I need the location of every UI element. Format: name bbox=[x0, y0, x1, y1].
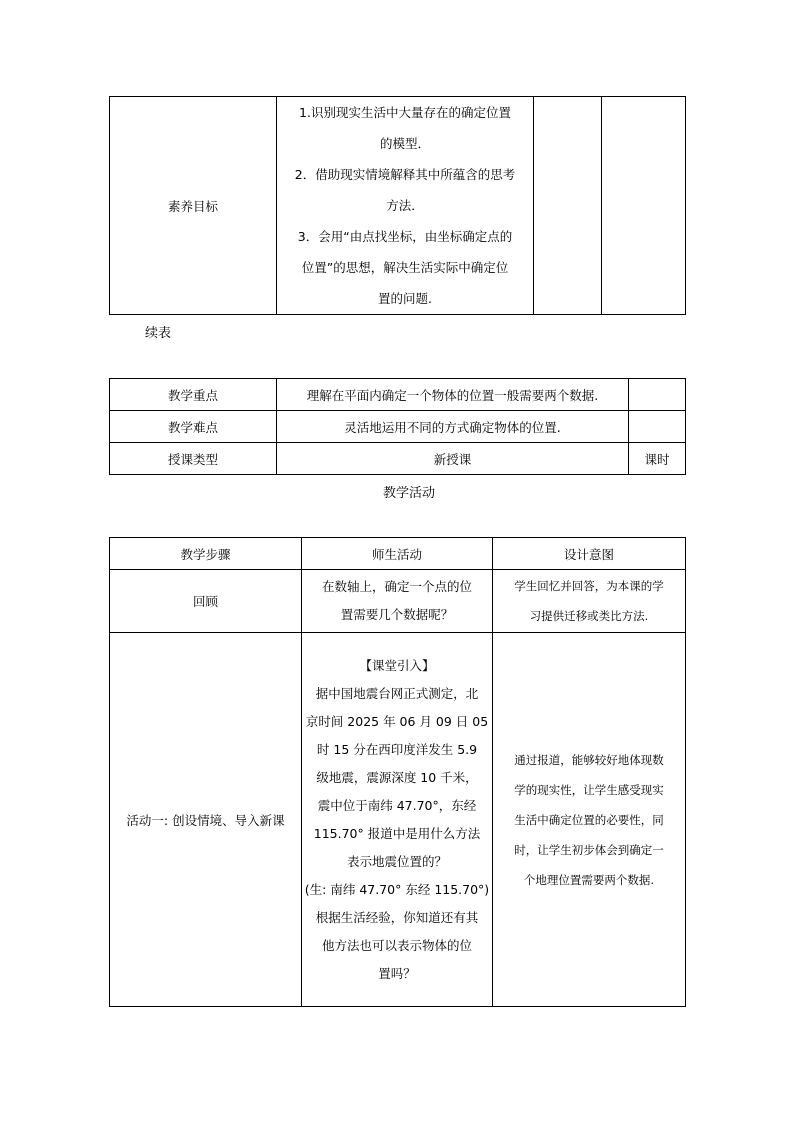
header-row bbox=[110, 538, 686, 570]
goal-line: 1.识别现实生活中大量存在的确定位置 bbox=[299, 105, 511, 120]
activity-line: 他方法也可以表示物体的位 bbox=[321, 937, 472, 953]
empty-cell bbox=[534, 97, 602, 315]
row-content: 新授课 bbox=[277, 443, 629, 475]
empty-cell bbox=[629, 411, 686, 443]
activities-title: 教学活动 bbox=[383, 486, 436, 501]
table-row bbox=[110, 570, 686, 633]
design-line: 生活中确定位置的必要性，同 bbox=[514, 812, 664, 827]
activity-cell bbox=[302, 633, 493, 1007]
column-header: 教学步骤 bbox=[110, 538, 302, 570]
design-line: 个地理位置需要两个数据. bbox=[523, 872, 655, 887]
table-row bbox=[110, 633, 686, 1007]
goals-label-cell bbox=[110, 97, 277, 315]
column-header: 师生活动 bbox=[302, 538, 493, 570]
design-cell bbox=[493, 570, 686, 633]
activity-line: 京时间 2025 年 06 月 09 日 05 bbox=[305, 713, 489, 729]
activity-line: 置吗？ bbox=[378, 965, 416, 981]
row-content: 理解在平面内确定一个物体的位置一般需要两个数据. bbox=[277, 379, 629, 411]
row-label: 教学重点 bbox=[110, 379, 277, 411]
design-line: 学生回忆并回答，为本课的学 bbox=[514, 579, 664, 593]
design-line: 学的现实性，让学生感受现实 bbox=[514, 782, 664, 797]
goal-line: 3．会用“由点找坐标，由坐标确定点的 bbox=[297, 229, 513, 244]
row-content: 灵活地运用不同的方式确定物体的位置. bbox=[277, 411, 629, 443]
table-row bbox=[110, 379, 686, 411]
row-extra: 课时 bbox=[629, 443, 686, 475]
design-line: 时，让学生初步体会到确定一 bbox=[514, 842, 664, 857]
goal-line: 2．借助现实情境解释其中所蕴含的思考 bbox=[294, 167, 516, 182]
goals-content-cell bbox=[277, 97, 534, 315]
activity-line: 115.70° 报道中是用什么方法 bbox=[313, 825, 481, 841]
goal-line: 置的问题. bbox=[378, 291, 432, 306]
continued-label: 续表 bbox=[145, 326, 172, 341]
goal-line: 位置”的思想，解决生活实际中确定位 bbox=[301, 260, 509, 275]
goals-label: 素养目标 bbox=[167, 198, 218, 214]
goal-line: 方法． bbox=[386, 198, 424, 213]
goal-line: 的模型． bbox=[379, 136, 430, 151]
key-points-table bbox=[109, 378, 686, 475]
step-cell: 活动一: 创设情境、导入新课 bbox=[110, 633, 302, 1007]
column-header: 设计意图 bbox=[493, 538, 686, 570]
empty-cell bbox=[602, 97, 686, 315]
activity-line: 级地震，震源深度 10 千米， bbox=[316, 769, 478, 785]
activity-line: (生: 南纬 47.70° 东经 115.70°) bbox=[304, 881, 490, 897]
table-row bbox=[110, 411, 686, 443]
activity-line: 表示地震位置的？ bbox=[346, 853, 447, 869]
empty-cell bbox=[629, 379, 686, 411]
step-cell: 回顾 bbox=[110, 570, 302, 633]
activity-line: 据中国地震台网正式测定，北 bbox=[315, 685, 479, 701]
activity-line: 在数轴上，确定一个点的位 bbox=[321, 579, 472, 594]
activity-line: 置需要几个数据呢？ bbox=[340, 607, 454, 622]
activity-line: 时 15 分在西印度洋发生 5.9 bbox=[316, 741, 478, 757]
design-line: 通过报道，能够较好地体现数 bbox=[514, 752, 664, 767]
activity-line: 震中位于南纬 47.70°，东经 bbox=[317, 797, 477, 813]
activity-line: 【课堂引入】 bbox=[359, 657, 435, 673]
table-row bbox=[110, 443, 686, 475]
design-line: 习提供迁移或类比方法. bbox=[529, 609, 649, 623]
activities-table bbox=[109, 537, 686, 1007]
design-cell bbox=[493, 633, 686, 1007]
activity-cell bbox=[302, 570, 493, 633]
activity-line: 根据生活经验，你知道还有其 bbox=[315, 909, 479, 925]
row-label: 授课类型 bbox=[110, 443, 277, 475]
row-label: 教学难点 bbox=[110, 411, 277, 443]
goals-table bbox=[109, 96, 686, 315]
